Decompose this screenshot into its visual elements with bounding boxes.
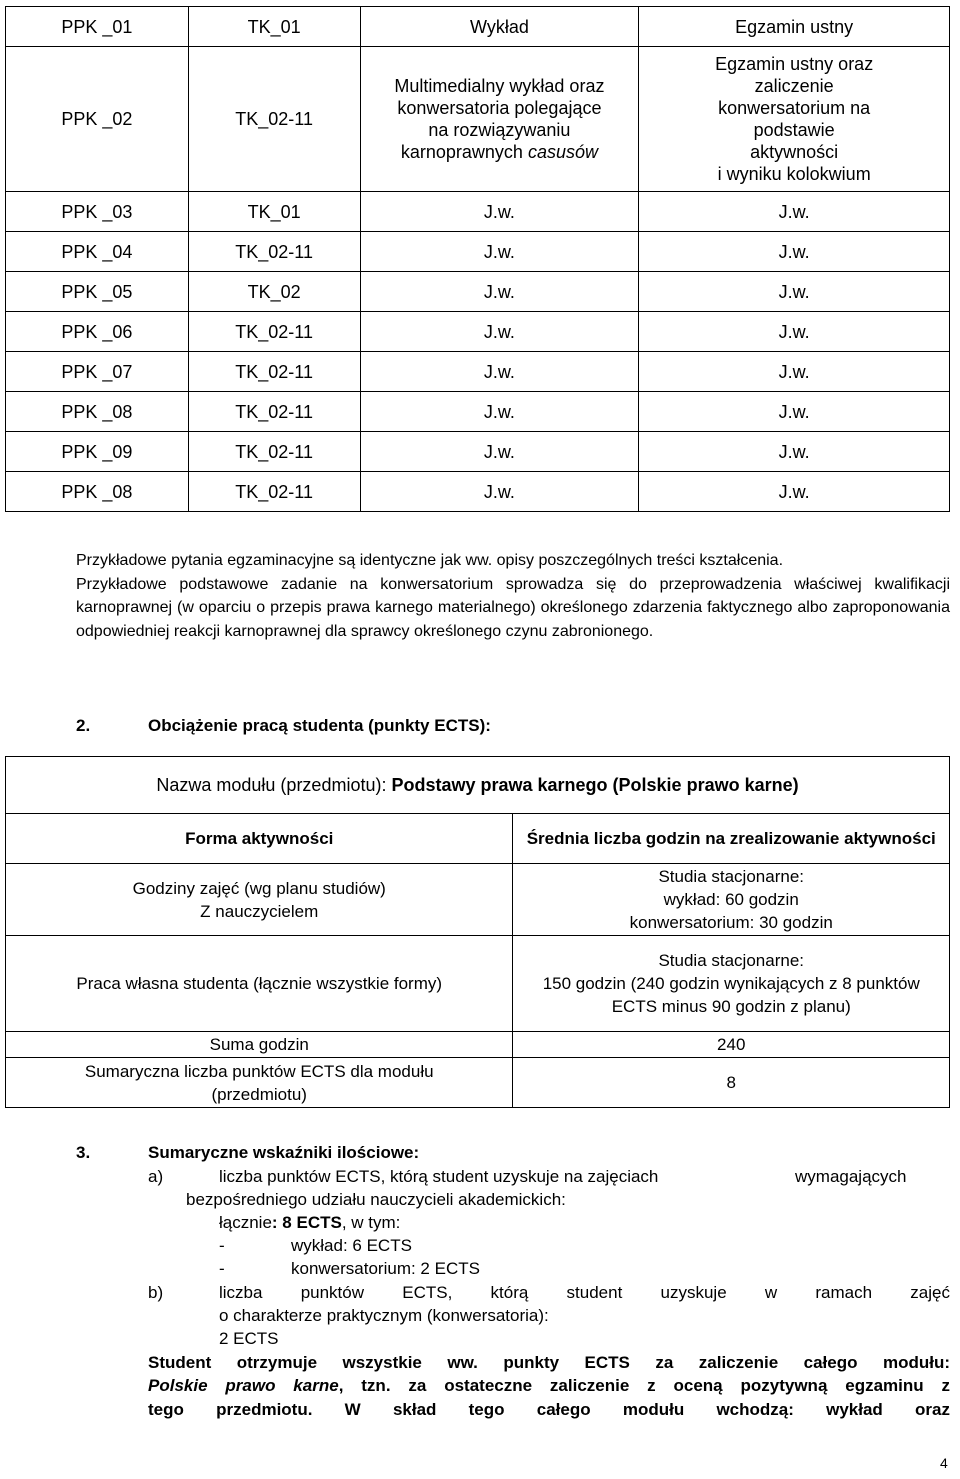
tk-code: TK_02-11 — [188, 392, 360, 432]
contact-hours-value — [513, 864, 950, 936]
assessment-line: Egzamin ustny oraz — [715, 54, 874, 74]
module-name-value: Podstawy prawa karnego (Polskie prawo karne) — [391, 774, 799, 795]
ppk-code: PPK _06 — [6, 312, 189, 352]
item-a-line1-end: wymagających — [795, 1167, 907, 1186]
tk-code: TK_02-11 — [188, 312, 360, 352]
exam-questions-paragraph — [76, 549, 950, 643]
teaching-method — [360, 47, 639, 192]
section-3-number: 3. — [76, 1143, 91, 1162]
item-b-line1: liczba punktów ECTS, którą student uzyskuje w ramach zajęć — [219, 1283, 950, 1302]
item-a-total-value: : 8 ECTS — [271, 1213, 342, 1232]
final-line-1: Student otrzymuje wszystkie ww. punkty ECTS za zaliczenie całego modułu: — [148, 1353, 950, 1372]
self-study-hours: 150 godzin (240 godzin wynikających z 8 punktów ECTS minus 90 godzin z planu) — [542, 974, 920, 1016]
teaching-method-text: Multimedialny wykład oraz konwersatoria polegające na rozwiązywaniu karnoprawnych — [394, 76, 605, 162]
teaching-method: Wykład — [360, 7, 639, 47]
table-row — [6, 232, 950, 272]
contact-hours-line1: Godziny zajęć (wg planu studiów) — [132, 878, 386, 898]
ppk-code: PPK _05 — [6, 272, 189, 312]
teaching-method: J.w. — [360, 312, 639, 352]
item-a-total — [219, 1211, 400, 1234]
para-exam-questions: Przykładowe pytania egzaminacyjne są identyczne jak ww. opisy poszczególnych treści kształcenia. — [76, 552, 784, 569]
ppk-code: PPK _03 — [6, 192, 189, 232]
module-name-italic: Polskie prawo karne — [148, 1376, 339, 1395]
final-line-2-rest: , tzn. za ostateczne zaliczenie z oceną pozytywną egzaminu z — [338, 1376, 951, 1395]
final-line-2 — [148, 1374, 950, 1397]
ppk-code: PPK _09 — [6, 432, 189, 472]
assessment-method: J.w. — [639, 312, 950, 352]
table-row — [6, 392, 950, 432]
item-a-seminar: konwersatorium: 2 ECTS — [291, 1259, 480, 1278]
header-activity-form: Forma aktywności — [6, 814, 513, 864]
ppk-code: PPK _01 — [6, 7, 189, 47]
module-name-label: Nazwa modułu (przedmiotu): — [156, 774, 392, 795]
assessment-method: J.w. — [639, 392, 950, 432]
tk-code: TK_02-11 — [188, 232, 360, 272]
section-3-title: Sumaryczne wskaźniki ilościowe: — [148, 1143, 420, 1162]
page-number: 4 — [940, 1455, 948, 1471]
assessment-method: J.w. — [639, 432, 950, 472]
table-row — [6, 47, 950, 192]
self-study-value — [513, 936, 950, 1032]
teaching-method: J.w. — [360, 472, 639, 512]
teaching-method: J.w. — [360, 232, 639, 272]
assessment-line: konwersatorium na — [718, 98, 871, 118]
dash-2: - — [219, 1259, 225, 1278]
assessment-method: Egzamin ustny — [639, 7, 950, 47]
assessment-line: aktywności — [750, 142, 839, 162]
assessment-method — [639, 47, 950, 192]
tk-code: TK_02-11 — [188, 47, 360, 192]
ppk-code: PPK _08 — [6, 392, 189, 432]
ects-workload-table — [5, 756, 950, 1108]
item-a-lecture: wykład: 6 ECTS — [291, 1236, 412, 1255]
item-a-line2: bezpośredniego udziału nauczycieli akademickich: — [186, 1190, 566, 1209]
table-row — [6, 432, 950, 472]
tk-code: TK_02 — [188, 272, 360, 312]
teaching-method: J.w. — [360, 432, 639, 472]
ppk-code: PPK _04 — [6, 232, 189, 272]
item-a-line1: liczba punktów ECTS, którą student uzyskuje na zajęciach — [219, 1167, 659, 1186]
self-study-mode: Studia stacjonarne: — [658, 951, 804, 970]
teaching-method: J.w. — [360, 352, 639, 392]
ppk-code: PPK _08 — [6, 472, 189, 512]
tk-code: TK_02-11 — [188, 472, 360, 512]
total-ects-value: 8 — [513, 1058, 950, 1108]
contact-hours-mode: Studia stacjonarne: — [658, 867, 804, 886]
tk-code: TK_01 — [188, 192, 360, 232]
item-b-line2: o charakterze praktycznym (konwersatoria): — [219, 1306, 549, 1325]
total-hours-label: Suma godzin — [6, 1032, 513, 1058]
final-line-3: tego przedmiotu. W skład tego całego modułu wchodzą: wykład oraz — [148, 1400, 950, 1419]
tk-code: TK_02-11 — [188, 432, 360, 472]
assessment-method: J.w. — [639, 272, 950, 312]
tk-code: TK_02-11 — [188, 352, 360, 392]
teaching-method: J.w. — [360, 192, 639, 232]
ppk-code: PPK _07 — [6, 352, 189, 392]
total-ects-label: Sumaryczna liczba punktów ECTS dla modułu (przedmiotu) — [6, 1058, 513, 1108]
table-row — [6, 312, 950, 352]
assessment-line: i wyniku kolokwium — [717, 164, 871, 184]
section-2-number: 2. — [76, 716, 91, 735]
item-a-total-prefix: łącznie — [219, 1213, 272, 1232]
module-name-caption — [6, 757, 950, 814]
teaching-method-italic: casusów — [527, 142, 598, 162]
table-row — [6, 352, 950, 392]
item-a-total-suffix: , w tym: — [341, 1213, 401, 1232]
item-b-line3: 2 ECTS — [219, 1329, 279, 1348]
tk-code: TK_01 — [188, 7, 360, 47]
assessment-line: zaliczenie — [754, 76, 834, 96]
teaching-method: J.w. — [360, 392, 639, 432]
dash-1: - — [219, 1236, 225, 1255]
assessment-method: J.w. — [639, 232, 950, 272]
header-average-hours: Średnia liczba godzin na zrealizowanie aktywności — [513, 814, 950, 864]
section-2-title: Obciążenie pracą studenta (punkty ECTS): — [148, 716, 491, 735]
item-a-label: a) — [148, 1167, 164, 1186]
table-row — [6, 272, 950, 312]
table-row — [6, 472, 950, 512]
item-b-label: b) — [148, 1283, 164, 1302]
table-row — [6, 192, 950, 232]
ppk-code: PPK _02 — [6, 47, 189, 192]
self-study-label: Praca własna studenta (łącznie wszystkie formy) — [6, 936, 513, 1032]
assessment-line: podstawie — [753, 120, 835, 140]
assessment-method: J.w. — [639, 352, 950, 392]
assessment-method: J.w. — [639, 192, 950, 232]
contact-hours-label — [6, 864, 513, 936]
para-basic-task: Przykładowe podstawowe zadanie na konwersatorium sprowadza się do przeprowadzenia właściwej kwalifikacji karnoprawnej (w oparciu o przepis prawa karnego materialnego) określonego zdarzenia faktycznego albo zaproponowania odpowiedniej reakcji karnoprawnej dla sprawcy określonego czynu zabronionego. — [76, 575, 950, 640]
contact-hours-seminar: konwersatorium: 30 godzin — [629, 913, 833, 932]
contact-hours-line2: Z nauczycielem — [200, 901, 319, 921]
teaching-method: J.w. — [360, 272, 639, 312]
assessment-method: J.w. — [639, 472, 950, 512]
learning-outcomes-table — [5, 6, 950, 512]
total-hours-value: 240 — [513, 1032, 950, 1058]
table-row — [6, 7, 950, 47]
contact-hours-lecture: wykład: 60 godzin — [663, 890, 799, 909]
